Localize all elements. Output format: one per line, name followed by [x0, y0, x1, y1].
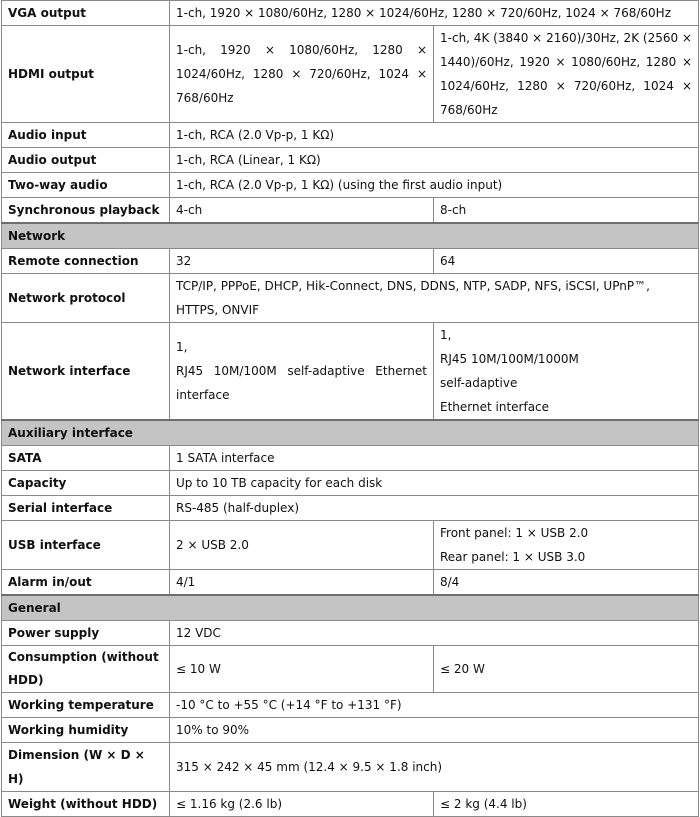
spec-value: -10 °C to +55 °C (+14 °F to +131 °F) [170, 693, 699, 718]
spec-label: Capacity [2, 471, 170, 496]
spec-table [1, 0, 699, 817]
spec-row-power-supply [2, 621, 699, 646]
spec-value-line: RJ45 10M/100M self-adaptive Ethernet interface [176, 364, 427, 402]
spec-value-model-a: 2 × USB 2.0 [170, 521, 434, 570]
spec-label: VGA output [2, 1, 170, 26]
spec-label: SATA [2, 446, 170, 471]
spec-row-network-interface [2, 323, 699, 421]
spec-value-model-a [170, 323, 434, 421]
spec-row-two-way-audio [2, 173, 699, 198]
section-header-general [2, 595, 699, 621]
spec-value-model-a: 1-ch, 1920 × 1080/60Hz, 1280 × 1024/60Hz, 1280 × 720/60Hz, 1024 × 768/60Hz [170, 26, 434, 123]
spec-label: USB interface [2, 521, 170, 570]
spec-value-model-a: ≤ 10 W [170, 646, 434, 693]
spec-row-serial-interface [2, 496, 699, 521]
spec-value-model-b: 8-ch [434, 198, 699, 224]
spec-label: Alarm in/out [2, 570, 170, 596]
spec-value-model-b: 1-ch, 4K (3840 × 2160)/30Hz, 2K (2560 × 1440)/60Hz, 1920 × 1080/60Hz, 1280 × 1024/60Hz, 1280 × 720/60Hz, 1024 × 768/60Hz [434, 26, 699, 123]
spec-row-sata [2, 446, 699, 471]
spec-value-model-a: 4/1 [170, 570, 434, 596]
spec-value: Up to 10 TB capacity for each disk [170, 471, 699, 496]
spec-label: Weight (without HDD) [2, 792, 170, 817]
spec-row-usb-interface [2, 521, 699, 570]
spec-table-body [2, 1, 699, 817]
spec-value-model-b: 64 [434, 249, 699, 274]
spec-label: Two-way audio [2, 173, 170, 198]
spec-label: Working humidity [2, 718, 170, 743]
section-title: Network [2, 223, 699, 249]
spec-row-working-humidity [2, 718, 699, 743]
spec-row-consumption-without-hdd [2, 646, 699, 693]
spec-row-network-protocol [2, 274, 699, 323]
spec-label: Dimension (W × D × H) [2, 743, 170, 792]
spec-label: Network protocol [2, 274, 170, 323]
spec-value-line: RJ45 10M/100M/1000M [440, 352, 579, 366]
spec-value-line: Front panel: 1 × USB 2.0 [440, 526, 589, 540]
spec-value-model-b: 8/4 [434, 570, 699, 596]
spec-value-line: Rear panel: 1 × USB 3.0 [440, 550, 586, 564]
spec-value: 315 × 242 × 45 mm (12.4 × 9.5 × 1.8 inch) [170, 743, 699, 792]
spec-label: Synchronous playback [2, 198, 170, 224]
spec-value-model-a: 32 [170, 249, 434, 274]
spec-value: 10% to 90% [170, 718, 699, 743]
spec-row-audio-input [2, 123, 699, 148]
spec-value: 1 SATA interface [170, 446, 699, 471]
spec-label: Audio output [2, 148, 170, 173]
spec-label: Serial interface [2, 496, 170, 521]
spec-value-model-a: ≤ 1.16 kg (2.6 lb) [170, 792, 434, 817]
spec-label: HDMI output [2, 26, 170, 123]
spec-row-audio-output [2, 148, 699, 173]
spec-value-model-b: ≤ 2 kg (4.4 lb) [434, 792, 699, 817]
spec-label: Power supply [2, 621, 170, 646]
spec-value-model-b [434, 323, 699, 421]
section-title: Auxiliary interface [2, 420, 699, 446]
spec-label: Working temperature [2, 693, 170, 718]
spec-value: 1-ch, 1920 × 1080/60Hz, 1280 × 1024/60Hz, 1280 × 720/60Hz, 1024 × 768/60Hz [170, 1, 699, 26]
spec-row-capacity [2, 471, 699, 496]
spec-value: TCP/IP, PPPoE, DHCP, Hik-Connect, DNS, DDNS, NTP, SADP, NFS, iSCSI, UPnP™, HTTPS, ONVIF [170, 274, 699, 323]
spec-value-line: self-adaptive [440, 376, 518, 390]
spec-value: RS-485 (half-duplex) [170, 496, 699, 521]
spec-row-alarm-in-out [2, 570, 699, 596]
section-header-network [2, 223, 699, 249]
spec-row-synchronous-playback [2, 198, 699, 224]
spec-row-working-temperature [2, 693, 699, 718]
spec-row-hdmi-output [2, 26, 699, 123]
spec-label: Network interface [2, 323, 170, 421]
spec-label: Audio input [2, 123, 170, 148]
spec-value: 1-ch, RCA (Linear, 1 KΩ) [170, 148, 699, 173]
spec-label: Remote connection [2, 249, 170, 274]
spec-row-dimension-w-d-h [2, 743, 699, 792]
spec-value: 1-ch, RCA (2.0 Vp-p, 1 KΩ) (using the first audio input) [170, 173, 699, 198]
section-title: General [2, 595, 699, 621]
spec-value-model-a: 4-ch [170, 198, 434, 224]
spec-value: 12 VDC [170, 621, 699, 646]
spec-value-model-b: ≤ 20 W [434, 646, 699, 693]
section-header-auxiliary-interface [2, 420, 699, 446]
spec-value-line: Ethernet interface [440, 400, 550, 414]
spec-label: Consumption (without HDD) [2, 646, 170, 693]
spec-row-remote-connection [2, 249, 699, 274]
spec-value-model-b [434, 521, 699, 570]
spec-value: 1-ch, RCA (2.0 Vp-p, 1 KΩ) [170, 123, 699, 148]
spec-value-line: 1, [440, 328, 452, 342]
spec-value-line: 1, [176, 340, 188, 354]
spec-row-vga-output [2, 1, 699, 26]
spec-row-weight-without-hdd [2, 792, 699, 817]
